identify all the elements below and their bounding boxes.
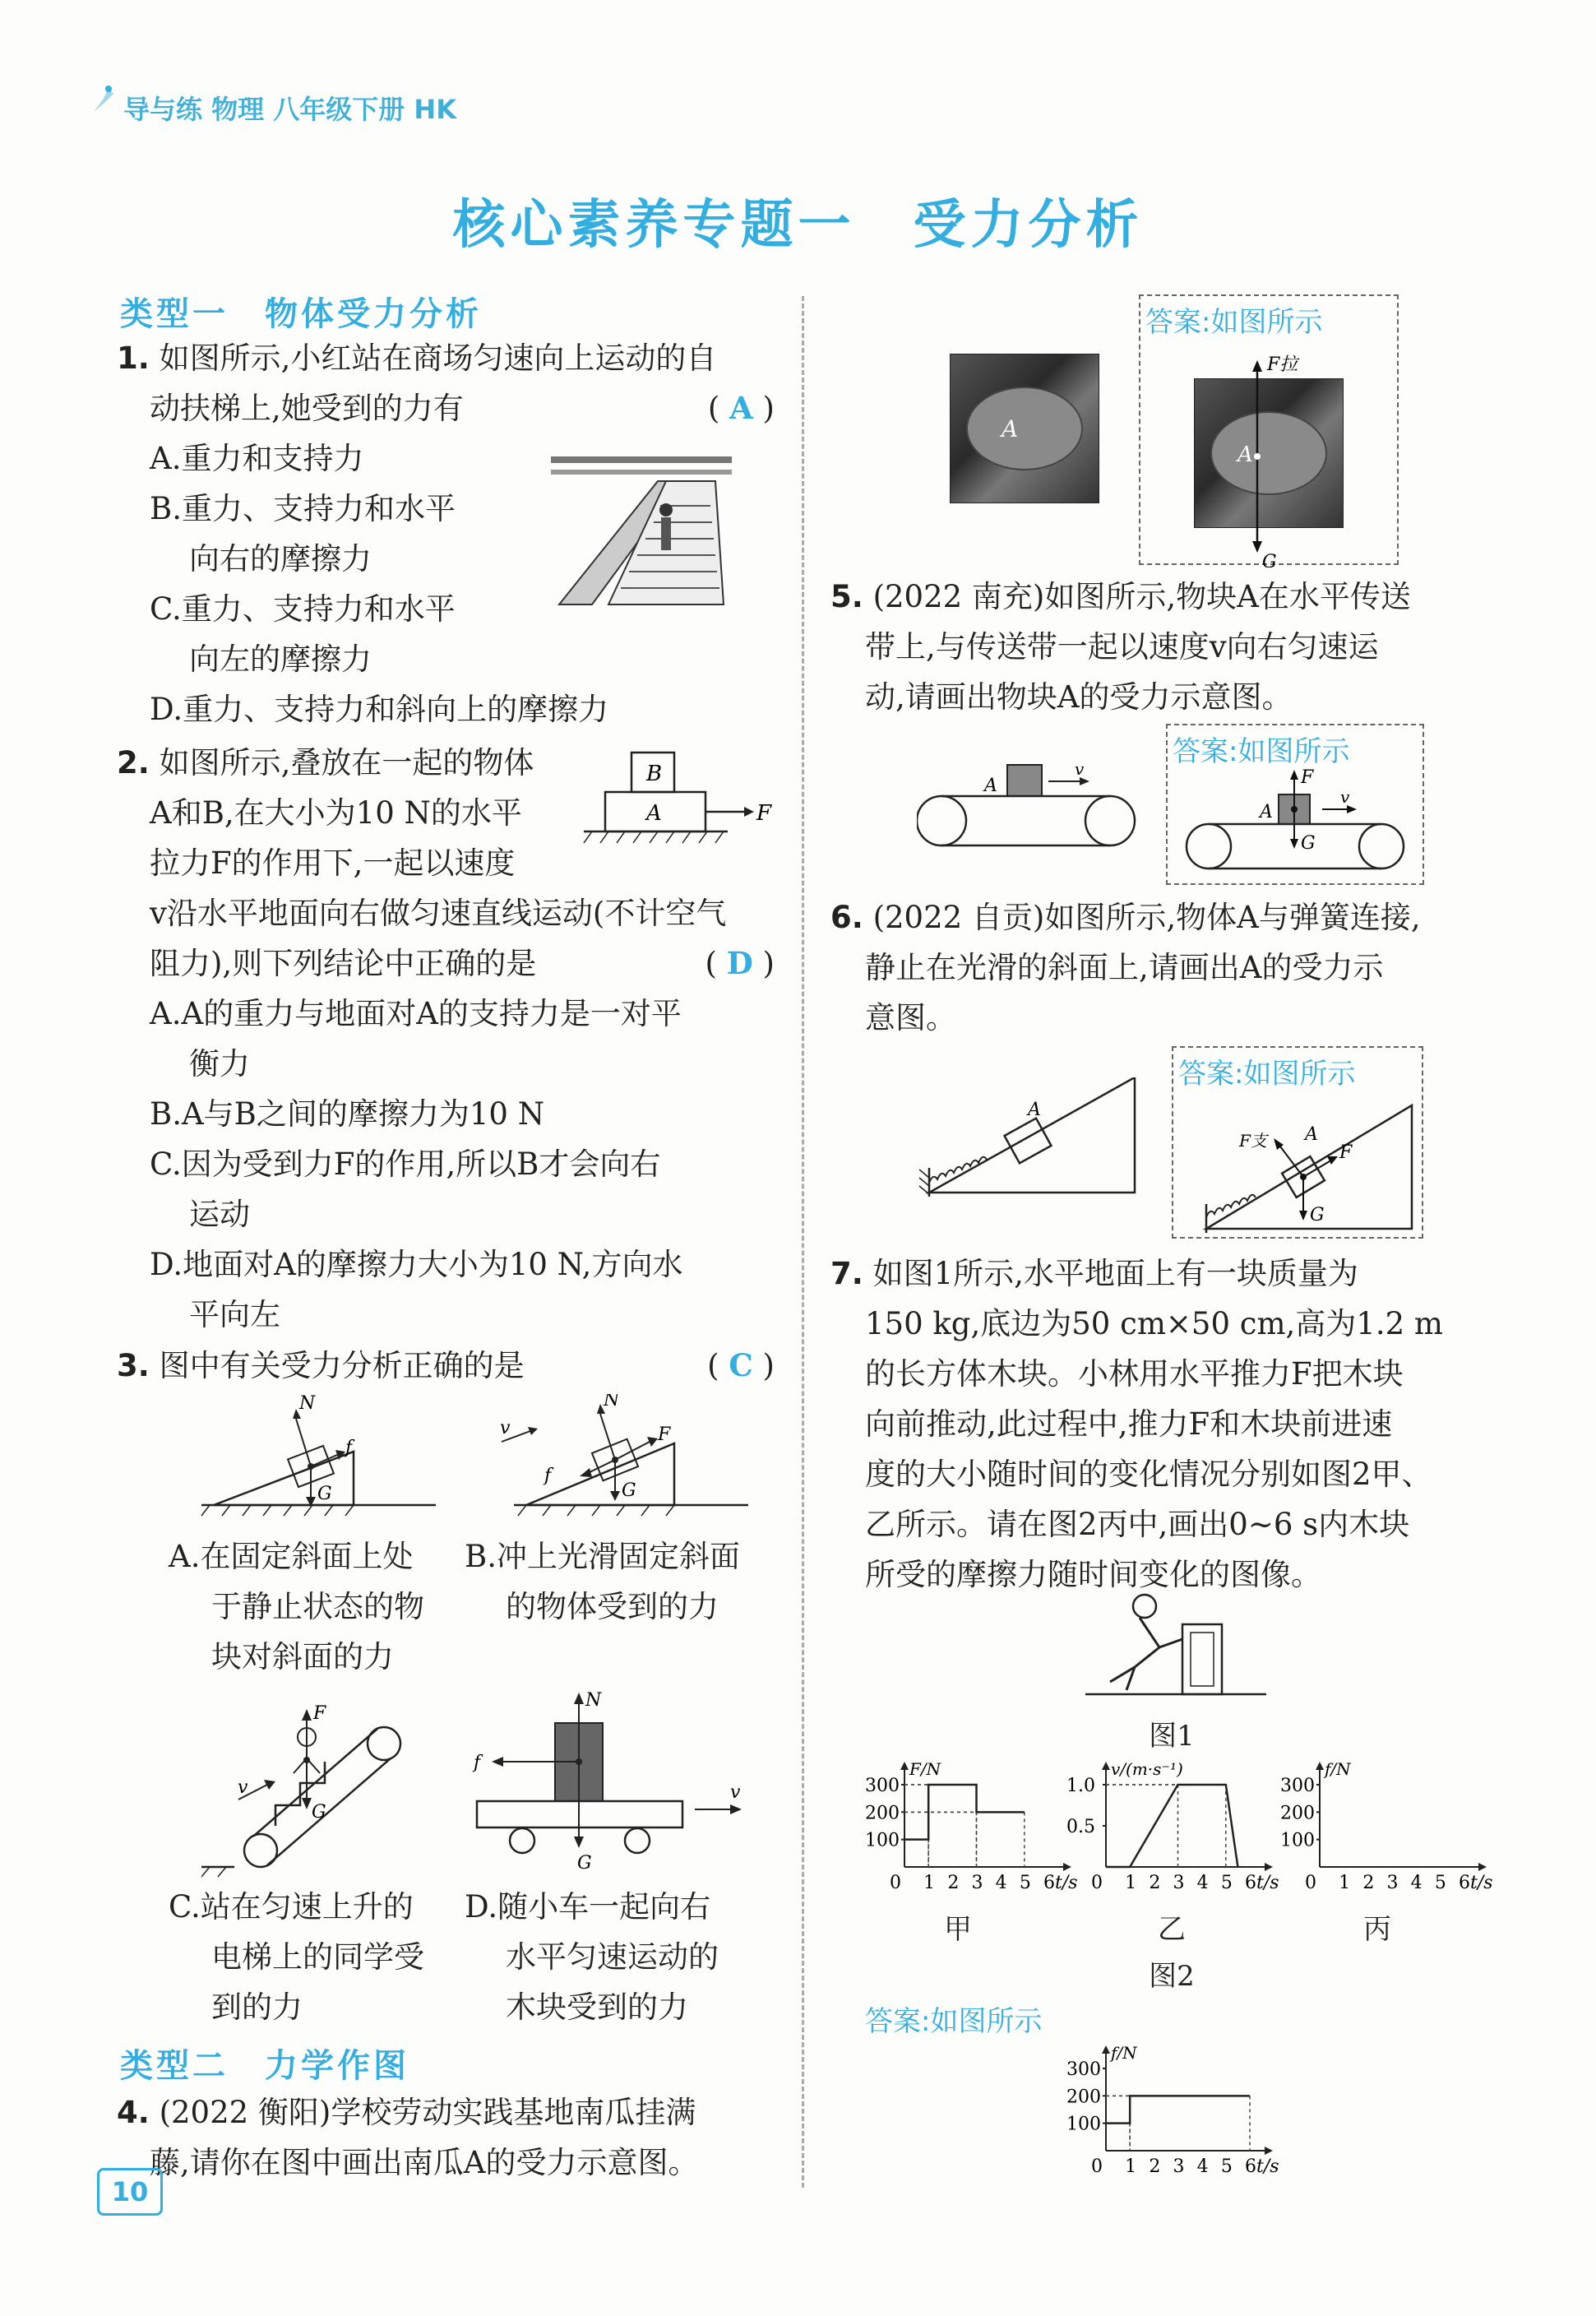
x-tick-label: 6 [1245,2156,1256,2177]
figure-3B-incline-sliding [493,1394,756,1526]
x-axis-label: t/s [1470,1873,1493,1893]
x-tick-label: 2 [947,1873,960,1893]
y-tick-label: 300 [1066,2059,1101,2080]
y-axis-label: F/N [909,1760,941,1779]
figure-3A-incline-static [197,1394,444,1526]
x-tick-label: 2 [1149,2156,1161,2177]
x-tick-label: 6 [1459,1873,1470,1893]
y-axis-label: v/(m·s⁻¹) [1111,1760,1183,1779]
x-tick-label: 5 [1220,2156,1233,2177]
y-tick-label: 200 [1280,1803,1315,1824]
chart-yi-label: 乙 [1158,1913,1186,1946]
pumpkin-photo [950,354,1099,503]
y-axis-arrow [1102,1762,1110,1770]
label-F-zhi: F支 [1239,1131,1267,1151]
figure-3D-cart-block [469,1686,756,1875]
y-tick-label: 300 [1280,1776,1315,1796]
label-v: v [500,1418,511,1438]
y-tick-label: 100 [865,1830,900,1851]
label-f: f [345,1438,353,1458]
answer-box-q6: 答案:如图所示 F支 F A G [1172,1046,1423,1239]
question-1: 1. 如图所示,小红站在商场匀速向上运动的自 动扶梯上,她受到的力有 ( A ) A.重力和支持力 B.重力、支持力和水平 向右的摩擦力 C.重力、支持力和水平 向左的摩擦力 D.重力、支持力和斜向上的摩擦力 [117,340,775,727]
label-F: F [1339,1142,1353,1163]
stacked-blocks-figure [576,744,773,859]
label-N: N [604,1394,620,1410]
caption-3A: A.在固定斜面上处 于静止状态的物 块对斜面的力 [169,1539,424,1674]
label-F: F [1301,767,1314,788]
chart-bing-label: 丙 [1363,1913,1391,1946]
x-axis-arrow [1265,2147,1273,2155]
label-N: N [585,1690,602,1711]
label-N: N [299,1394,316,1414]
figure-2-caption: 图2 [1149,1960,1195,1993]
x-tick-label: 2 [1149,1873,1161,1893]
x-tick-label: 2 [1362,1873,1375,1893]
label-G: G [577,1853,592,1874]
y-axis-label: f/N [1325,1760,1351,1779]
page-number: 10 [97,2168,163,2216]
label-G: G [317,1484,332,1504]
x-tick-label: 3 [971,1873,983,1893]
section-type2: 类型二 力学作图 [120,2047,409,2085]
chart-bing-f-vs-t [1270,1760,1501,1900]
force-diagram-spring-incline [1182,1097,1420,1237]
x-tick-label: 4 [995,1873,1007,1893]
x-tick-label: 5 [1019,1873,1031,1893]
series-line-f [1106,2096,1250,2123]
caption-3C: C.站在匀速上升的 电梯上的同学受 到的力 [169,1889,424,2025]
x-tick-label: 1 [1125,2156,1137,2177]
x-axis-label: t/s [1256,2156,1279,2177]
question-4: 4. (2022 衡阳)学校劳动实践基地南瓜挂满 藤,请你在图中画出南瓜A的受力示意图。 [117,2095,699,2180]
label-v: v [238,1777,248,1798]
answer-bracket: ( D ) [705,945,775,981]
figure-1-caption: 图1 [1149,1720,1195,1753]
conveyor-figure [917,757,1139,855]
series-line-v [1106,1785,1237,1867]
x-tick-label: 1 [923,1873,936,1893]
y-axis-label: f/N [1111,2044,1137,2063]
label-A: A [1237,442,1253,467]
x-tick-label: 1 [1339,1873,1351,1893]
label-G: G [1262,552,1277,567]
x-tick-label: 6 [1245,1873,1256,1893]
label-A: A [1305,1124,1318,1145]
chart-yi-v-vs-t [1057,1760,1303,1900]
label-G: G [1310,1205,1325,1225]
figure-3C-escalator-person [201,1702,415,1883]
section-type1: 类型一 物体受力分析 [120,295,482,333]
x-tick-label: 0 [1091,1873,1103,1893]
label-G: G [312,1802,326,1823]
y-axis-arrow [1102,2045,1110,2054]
escalator-figure [543,448,740,613]
question-5: 5. (2022 南充)如图所示,物块A在水平传送 带上,与传送带一起以速度v向右匀速运 动,请画出物块A的受力示意图。 [830,579,1411,715]
label-v: v [1340,787,1350,807]
figure-pushing-block [1077,1591,1274,1707]
column-divider [802,296,804,2188]
force-diagram-pumpkin [1223,345,1321,567]
label-A: A [1002,415,1019,442]
label-G: G [1301,833,1316,854]
caption-3B: B.冲上光滑固定斜面 的物体受到的力 [465,1539,740,1624]
x-tick-label: 3 [1173,2156,1185,2177]
x-tick-label: 4 [1196,2156,1209,2177]
x-tick-label: 0 [1305,1873,1316,1893]
question-6: 6. (2022 自贡)如图所示,物体A与弹簧连接, 静止在光滑的斜面上,请画出A的受力示 意图。 [830,900,1421,1035]
label-f: f [474,1753,481,1773]
question-7: 7. 如图1所示,水平地面上有一块质量为 150 kg,底边为50 cm×50 cm,高为1.2 m 的长方体木块。小林用水平推力F把木块 向前推动,此过程中,推力F和木块前进速 度的大小随时间的变化情况分别如图2甲、 乙所示。请在图2丙中,画出0~6 s内木块 所受的摩擦力随时间变化的图像。 [830,1256,1443,1592]
label-A: A [646,801,662,826]
x-tick-label: 3 [1173,1873,1185,1893]
x-tick-label: 3 [1386,1873,1399,1893]
y-axis-arrow [1316,1762,1324,1770]
y-tick-label: 100 [1280,1830,1315,1851]
chart-jia-label: 甲 [944,1913,972,1946]
x-tick-label: 5 [1434,1873,1446,1893]
y-tick-label: 1.0 [1066,1776,1095,1796]
x-tick-label: 0 [1091,2156,1103,2177]
page-title: 核心素养专题一 受力分析 [452,195,1144,256]
label-B: B [646,762,663,786]
y-tick-label: 200 [865,1803,900,1824]
x-tick-label: 4 [1410,1873,1423,1893]
answer-box-q4: 答案:如图所示 A F拉 G [1139,294,1399,565]
label-F: F [313,1703,326,1724]
label-F-la: F拉 [1267,354,1298,375]
y-tick-label: 0.5 [1066,1817,1095,1837]
x-tick-label: 1 [1125,1873,1137,1893]
x-tick-label: 6 [1043,1873,1055,1893]
header-logo-icon [90,82,117,115]
answer-label-q7: 答案:如图所示 [865,2005,1043,2038]
label-v: v [730,1782,741,1803]
x-tick-label: 0 [890,1873,901,1893]
spring-incline-figure [913,1077,1143,1201]
x-axis-label: t/s [1055,1873,1078,1893]
y-tick-label: 300 [865,1776,900,1796]
label-G: G [622,1480,636,1501]
question-3: 3. 图中有关受力分析正确的是 ( C ) [117,1341,775,1391]
y-tick-label: 100 [1066,2114,1101,2135]
answer-bracket: ( A ) [707,390,775,426]
answer-box-q5: 答案:如图所示 A F G v [1166,724,1424,885]
label-A: A [1028,1100,1041,1120]
label-F: F [658,1424,671,1445]
label-v: v [1075,759,1085,779]
caption-3D: D.随小车一起向右 水平匀速运动的 木块受到的力 [465,1889,719,2025]
x-axis-label: t/s [1256,1873,1279,1893]
x-tick-label: 5 [1220,1873,1233,1893]
question-2: 2. 如图所示,叠放在一起的物体 A和B,在大小为10 N的水平 拉力F的作用下,一起以速度 v沿水平地面向右做匀速直线运动(不计空气 阻力),则下列结论中正确的是 ( D ) A.A的重力与地面对A的支持力是一对平 衡力 B.A与B之间的摩擦力为10 N C.因为受到力F的作用,所以B才会向右 运动 D.地面对A的摩擦力大小为10 N,方向水 平向左 [117,745,775,1332]
answer-bracket: ( C ) [707,1347,775,1383]
force-diagram-conveyor [1184,767,1414,882]
x-axis-arrow [1478,1863,1487,1871]
x-tick-label: 4 [1196,1873,1209,1893]
y-tick-label: 200 [1066,2087,1101,2108]
label-A: A [1260,802,1273,822]
y-axis-arrow [900,1762,909,1770]
header-title: 导与练 物理 八年级下册 HK [123,94,457,125]
label-f: f [544,1466,552,1486]
label-A: A [984,776,997,796]
label-F: F [756,801,772,826]
chart-answer-f-vs-t [1057,2044,1303,2184]
